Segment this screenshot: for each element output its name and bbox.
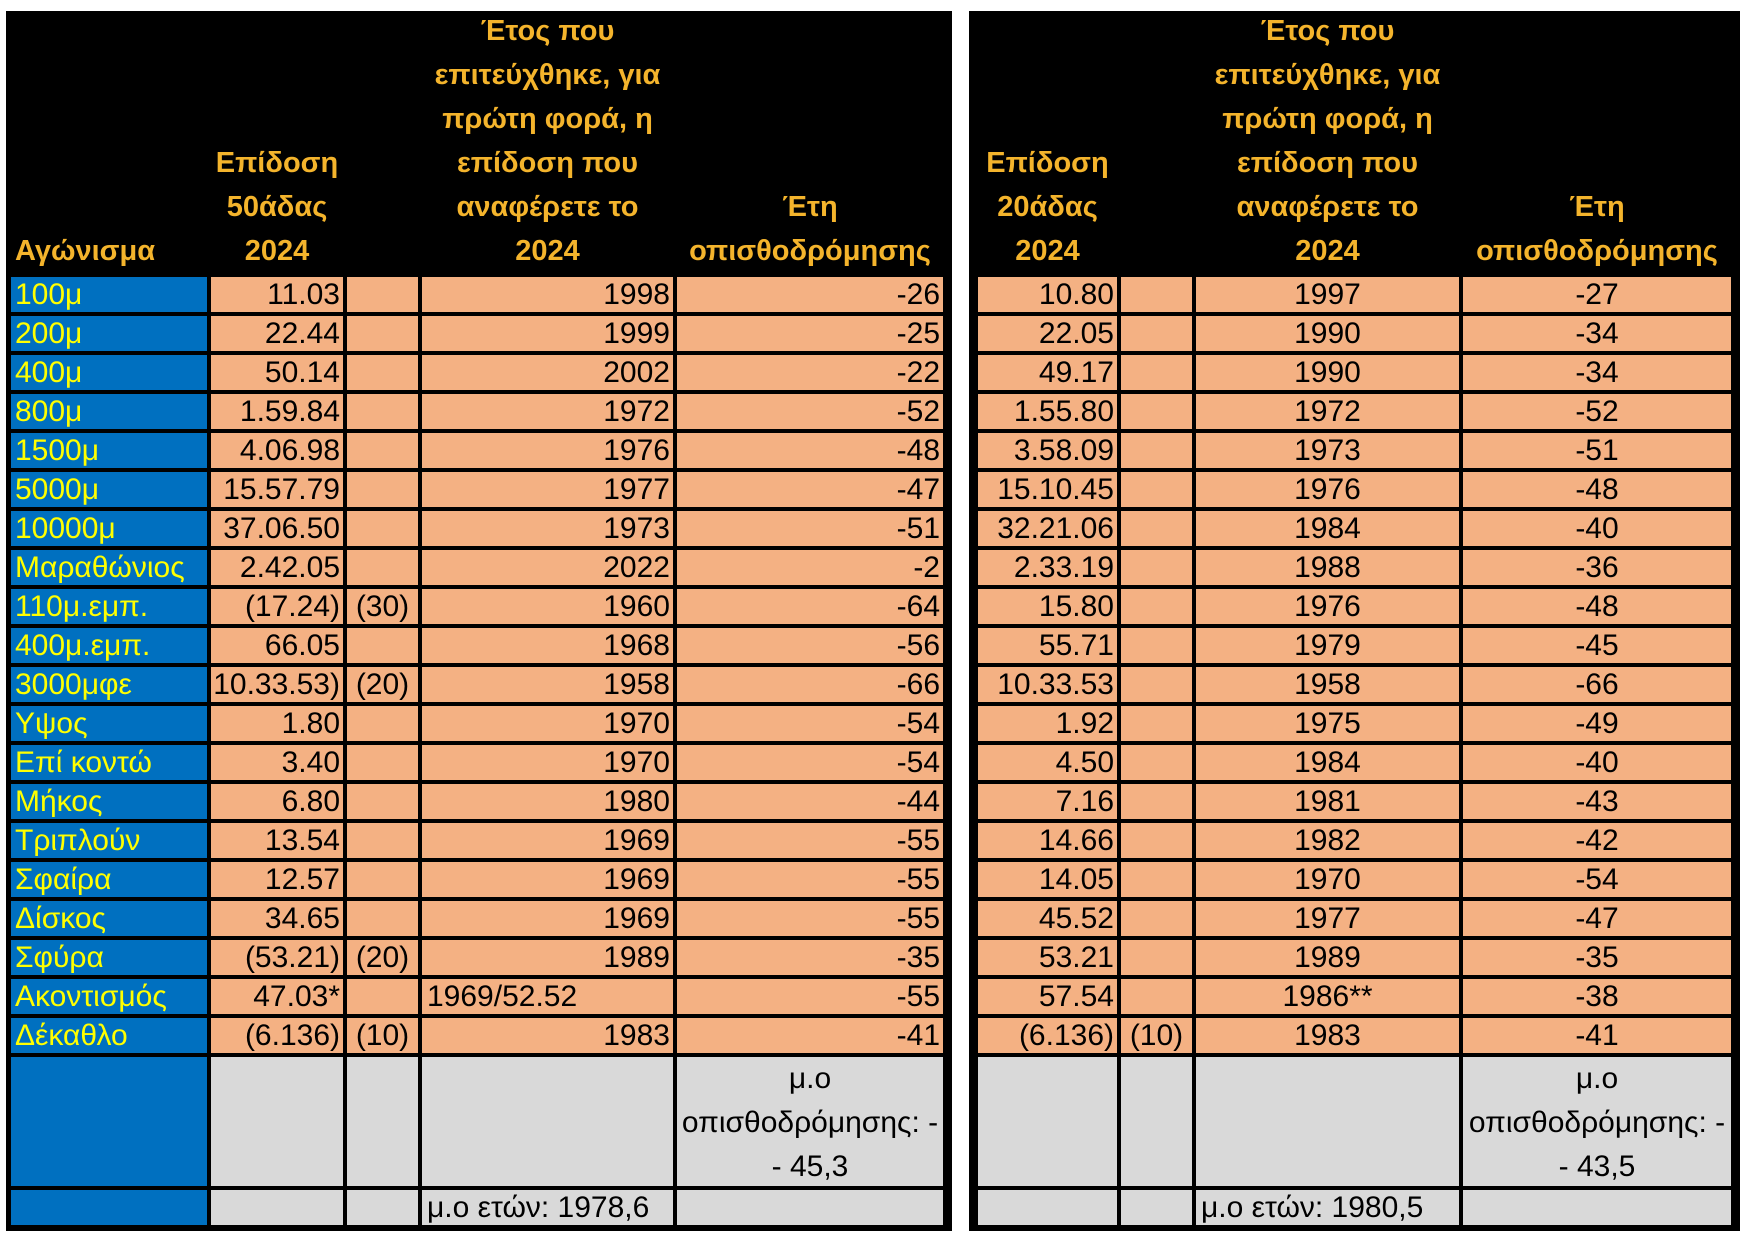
performance-cell: 1.59.84 xyxy=(211,394,343,429)
left-table-top50 xyxy=(6,11,952,1231)
regression-years-cell: -54 xyxy=(1463,862,1731,897)
note-cell xyxy=(1121,511,1192,546)
first-year-cell: 1986** xyxy=(1196,979,1459,1014)
performance-cell: 10.33.53) xyxy=(211,667,343,702)
performance-cell: 22.05 xyxy=(978,316,1117,351)
right-table-top20 xyxy=(969,11,1740,1231)
year-average-cell: μ.ο ετών: 1980,5 xyxy=(1196,1190,1459,1225)
note-cell xyxy=(1121,979,1192,1014)
note-cell xyxy=(347,979,418,1014)
summary-blank-cell xyxy=(978,1057,1117,1186)
note-cell xyxy=(1121,433,1192,468)
note-cell xyxy=(347,901,418,936)
performance-cell: 1.55.80 xyxy=(978,394,1117,429)
regression-years-cell: -47 xyxy=(1463,901,1731,936)
performance-cell: 22.44 xyxy=(211,316,343,351)
first-year-cell: 1989 xyxy=(422,940,673,975)
note-cell xyxy=(1121,277,1192,312)
performance-cell: 45.52 xyxy=(978,901,1117,936)
year-average-cell: μ.ο ετών: 1978,6 xyxy=(422,1190,673,1225)
regression-years-cell: -40 xyxy=(1463,511,1731,546)
regression-years-cell: -44 xyxy=(677,784,943,819)
summary-blank-cell xyxy=(1121,1057,1192,1186)
performance-cell: (6.136) xyxy=(211,1018,343,1053)
first-year-cell: 1958 xyxy=(1196,667,1459,702)
note-cell xyxy=(347,628,418,663)
first-year-cell: 1973 xyxy=(422,511,673,546)
performance-cell: 10.80 xyxy=(978,277,1117,312)
summary-blank-cell xyxy=(1196,1057,1459,1186)
performance-cell: (17.24) xyxy=(211,589,343,624)
header-event: Αγώνισμα xyxy=(15,235,156,267)
performance-cell: 66.05 xyxy=(211,628,343,663)
event-cell: 400μ xyxy=(11,355,207,390)
regression-years-cell: -45 xyxy=(1463,628,1731,663)
event-cell: Μαραθώνιος xyxy=(11,550,207,585)
note-cell xyxy=(1121,745,1192,780)
note-cell xyxy=(1121,940,1192,975)
note-cell xyxy=(347,472,418,507)
performance-cell: 53.21 xyxy=(978,940,1117,975)
note-cell xyxy=(347,277,418,312)
performance-cell: 11.03 xyxy=(211,277,343,312)
first-year-cell: 1970 xyxy=(422,745,673,780)
header-regression-years: Έτη οπισθοδρόμησης xyxy=(689,191,931,267)
first-year-cell: 2022 xyxy=(422,550,673,585)
first-year-cell: 1988 xyxy=(1196,550,1459,585)
performance-cell: 7.16 xyxy=(978,784,1117,819)
event-cell: 800μ xyxy=(11,394,207,429)
note-cell xyxy=(1121,823,1192,858)
note-cell xyxy=(347,316,418,351)
first-year-cell: 1983 xyxy=(422,1018,673,1053)
regression-years-cell: -55 xyxy=(677,862,943,897)
event-cell: 1500μ xyxy=(11,433,207,468)
performance-cell: 15.57.79 xyxy=(211,472,343,507)
first-year-cell: 1969 xyxy=(422,901,673,936)
note-cell xyxy=(347,706,418,741)
summary-blank-cell xyxy=(978,1190,1117,1225)
performance-cell: (53.21) xyxy=(211,940,343,975)
first-year-cell: 1976 xyxy=(1196,472,1459,507)
note-cell xyxy=(1121,667,1192,702)
first-year-cell: 1975 xyxy=(1196,706,1459,741)
regression-average-cell: μ.ο οπισθοδρόμησης: - - 45,3 xyxy=(677,1057,943,1186)
regression-years-cell: -48 xyxy=(1463,472,1731,507)
performance-cell: 47.03* xyxy=(211,979,343,1014)
event-cell: Επί κοντώ xyxy=(11,745,207,780)
regression-years-cell: -54 xyxy=(677,706,943,741)
event-cell-blank xyxy=(11,1057,207,1186)
regression-years-cell: -54 xyxy=(677,745,943,780)
summary-blank-cell xyxy=(1121,1190,1192,1225)
performance-cell: 2.33.19 xyxy=(978,550,1117,585)
first-year-cell: 1973 xyxy=(1196,433,1459,468)
regression-average-cell: μ.ο οπισθοδρόμησης: - - 43,5 xyxy=(1463,1057,1731,1186)
first-year-cell: 1976 xyxy=(422,433,673,468)
first-year-cell: 1983 xyxy=(1196,1018,1459,1053)
regression-years-cell: -49 xyxy=(1463,706,1731,741)
note-cell xyxy=(1121,862,1192,897)
performance-cell: 13.54 xyxy=(211,823,343,858)
regression-years-cell: -52 xyxy=(1463,394,1731,429)
regression-years-cell: -55 xyxy=(677,901,943,936)
note-cell xyxy=(347,394,418,429)
event-cell: Δίσκος xyxy=(11,901,207,936)
first-year-cell: 1972 xyxy=(1196,394,1459,429)
note-cell xyxy=(1121,628,1192,663)
performance-cell: 10.33.53 xyxy=(978,667,1117,702)
first-year-cell: 1969/52.52 xyxy=(422,979,673,1014)
header-regression-years: Έτη οπισθοδρόμησης xyxy=(1476,191,1718,267)
performance-cell: 14.05 xyxy=(978,862,1117,897)
first-year-cell: 1984 xyxy=(1196,511,1459,546)
performance-cell: 37.06.50 xyxy=(211,511,343,546)
regression-years-cell: -48 xyxy=(677,433,943,468)
performance-cell: 55.71 xyxy=(978,628,1117,663)
note-cell xyxy=(347,823,418,858)
event-cell: 3000μφε xyxy=(11,667,207,702)
summary-blank-cell xyxy=(347,1057,418,1186)
regression-years-cell: -55 xyxy=(677,823,943,858)
performance-cell: 6.80 xyxy=(211,784,343,819)
performance-cell: 14.66 xyxy=(978,823,1117,858)
first-year-cell: 1968 xyxy=(422,628,673,663)
note-cell xyxy=(347,745,418,780)
note-cell: (20) xyxy=(347,940,418,975)
note-cell xyxy=(1121,355,1192,390)
summary-blank-cell xyxy=(422,1057,673,1186)
header-first-year: Έτος που επιτεύχθηκε, για πρώτη φορά, η επίδοση που αναφέρετε το 2024 xyxy=(1214,15,1441,267)
first-year-cell: 1979 xyxy=(1196,628,1459,663)
note-cell xyxy=(1121,589,1192,624)
note-cell xyxy=(347,550,418,585)
note-cell xyxy=(1121,472,1192,507)
note-cell xyxy=(1121,316,1192,351)
regression-years-cell: -40 xyxy=(1463,745,1731,780)
regression-years-cell: -22 xyxy=(677,355,943,390)
performance-cell: 4.06.98 xyxy=(211,433,343,468)
first-year-cell: 1976 xyxy=(1196,589,1459,624)
performance-cell: 34.65 xyxy=(211,901,343,936)
regression-years-cell: -35 xyxy=(1463,940,1731,975)
regression-years-cell: -34 xyxy=(1463,316,1731,351)
note-cell xyxy=(347,355,418,390)
performance-cell: 50.14 xyxy=(211,355,343,390)
performance-cell: 4.50 xyxy=(978,745,1117,780)
regression-years-cell: -35 xyxy=(677,940,943,975)
summary-blank-cell xyxy=(1463,1190,1731,1225)
regression-years-cell: -64 xyxy=(677,589,943,624)
event-cell: 100μ xyxy=(11,277,207,312)
performance-cell: 57.54 xyxy=(978,979,1117,1014)
performance-cell: 3.58.09 xyxy=(978,433,1117,468)
regression-years-cell: -42 xyxy=(1463,823,1731,858)
first-year-cell: 1990 xyxy=(1196,316,1459,351)
note-cell xyxy=(347,784,418,819)
summary-blank-cell xyxy=(677,1190,943,1225)
first-year-cell: 1972 xyxy=(422,394,673,429)
performance-cell: 32.21.06 xyxy=(978,511,1117,546)
regression-years-cell: -36 xyxy=(1463,550,1731,585)
event-cell-blank xyxy=(11,1190,207,1225)
regression-years-cell: -26 xyxy=(677,277,943,312)
header-performance: Επίδοση 20άδας 2024 xyxy=(986,147,1109,267)
note-cell xyxy=(1121,550,1192,585)
first-year-cell: 1982 xyxy=(1196,823,1459,858)
first-year-cell: 1984 xyxy=(1196,745,1459,780)
regression-years-cell: -2 xyxy=(677,550,943,585)
first-year-cell: 1980 xyxy=(422,784,673,819)
event-cell: Σφαίρα xyxy=(11,862,207,897)
note-cell xyxy=(347,862,418,897)
header-performance: Επίδοση 50άδας 2024 xyxy=(215,147,339,267)
regression-years-cell: -66 xyxy=(677,667,943,702)
performance-cell: 1.80 xyxy=(211,706,343,741)
performance-cell: 1.92 xyxy=(978,706,1117,741)
note-cell xyxy=(347,511,418,546)
regression-years-cell: -41 xyxy=(1463,1018,1731,1053)
event-cell: Σφύρα xyxy=(11,940,207,975)
note-cell: (10) xyxy=(347,1018,418,1053)
note-cell xyxy=(1121,706,1192,741)
regression-years-cell: -66 xyxy=(1463,667,1731,702)
regression-years-cell: -43 xyxy=(1463,784,1731,819)
performance-cell: 3.40 xyxy=(211,745,343,780)
performance-cell: 15.10.45 xyxy=(978,472,1117,507)
first-year-cell: 1960 xyxy=(422,589,673,624)
note-cell xyxy=(347,433,418,468)
first-year-cell: 1958 xyxy=(422,667,673,702)
first-year-cell: 1990 xyxy=(1196,355,1459,390)
first-year-cell: 1969 xyxy=(422,823,673,858)
performance-cell: 49.17 xyxy=(978,355,1117,390)
regression-years-cell: -38 xyxy=(1463,979,1731,1014)
first-year-cell: 1970 xyxy=(422,706,673,741)
note-cell xyxy=(1121,784,1192,819)
event-cell: Υψος xyxy=(11,706,207,741)
event-cell: 110μ.εμπ. xyxy=(11,589,207,624)
summary-blank-cell xyxy=(211,1190,343,1225)
first-year-cell: 1989 xyxy=(1196,940,1459,975)
event-cell: 5000μ xyxy=(11,472,207,507)
regression-years-cell: -41 xyxy=(677,1018,943,1053)
regression-years-cell: -52 xyxy=(677,394,943,429)
regression-years-cell: -48 xyxy=(1463,589,1731,624)
event-cell: Μήκος xyxy=(11,784,207,819)
note-cell: (30) xyxy=(347,589,418,624)
regression-years-cell: -47 xyxy=(677,472,943,507)
regression-years-cell: -51 xyxy=(677,511,943,546)
performance-cell: 12.57 xyxy=(211,862,343,897)
note-cell xyxy=(1121,901,1192,936)
event-cell: Δέκαθλο xyxy=(11,1018,207,1053)
event-cell: 200μ xyxy=(11,316,207,351)
first-year-cell: 1970 xyxy=(1196,862,1459,897)
summary-blank-cell xyxy=(347,1190,418,1225)
first-year-cell: 1999 xyxy=(422,316,673,351)
event-cell: 10000μ xyxy=(11,511,207,546)
regression-years-cell: -56 xyxy=(677,628,943,663)
first-year-cell: 1998 xyxy=(422,277,673,312)
first-year-cell: 1969 xyxy=(422,862,673,897)
header-first-year: Έτος που επιτεύχθηκε, για πρώτη φορά, η επίδοση που αναφέρετε το 2024 xyxy=(434,15,661,267)
performance-cell: 2.42.05 xyxy=(211,550,343,585)
first-year-cell: 1981 xyxy=(1196,784,1459,819)
regression-years-cell: -34 xyxy=(1463,355,1731,390)
note-cell xyxy=(1121,394,1192,429)
summary-blank-cell xyxy=(211,1057,343,1186)
first-year-cell: 1977 xyxy=(1196,901,1459,936)
regression-years-cell: -55 xyxy=(677,979,943,1014)
event-cell: 400μ.εμπ. xyxy=(11,628,207,663)
first-year-cell: 1997 xyxy=(1196,277,1459,312)
note-cell: (20) xyxy=(347,667,418,702)
event-cell: Τριπλούν xyxy=(11,823,207,858)
event-cell: Ακοντισμός xyxy=(11,979,207,1014)
regression-years-cell: -25 xyxy=(677,316,943,351)
note-cell: (10) xyxy=(1121,1018,1192,1053)
first-year-cell: 1977 xyxy=(422,472,673,507)
regression-years-cell: -27 xyxy=(1463,277,1731,312)
regression-years-cell: -51 xyxy=(1463,433,1731,468)
header-blank xyxy=(347,11,418,273)
header-blank xyxy=(1121,11,1192,273)
performance-cell: (6.136) xyxy=(978,1018,1117,1053)
first-year-cell: 2002 xyxy=(422,355,673,390)
performance-cell: 15.80 xyxy=(978,589,1117,624)
